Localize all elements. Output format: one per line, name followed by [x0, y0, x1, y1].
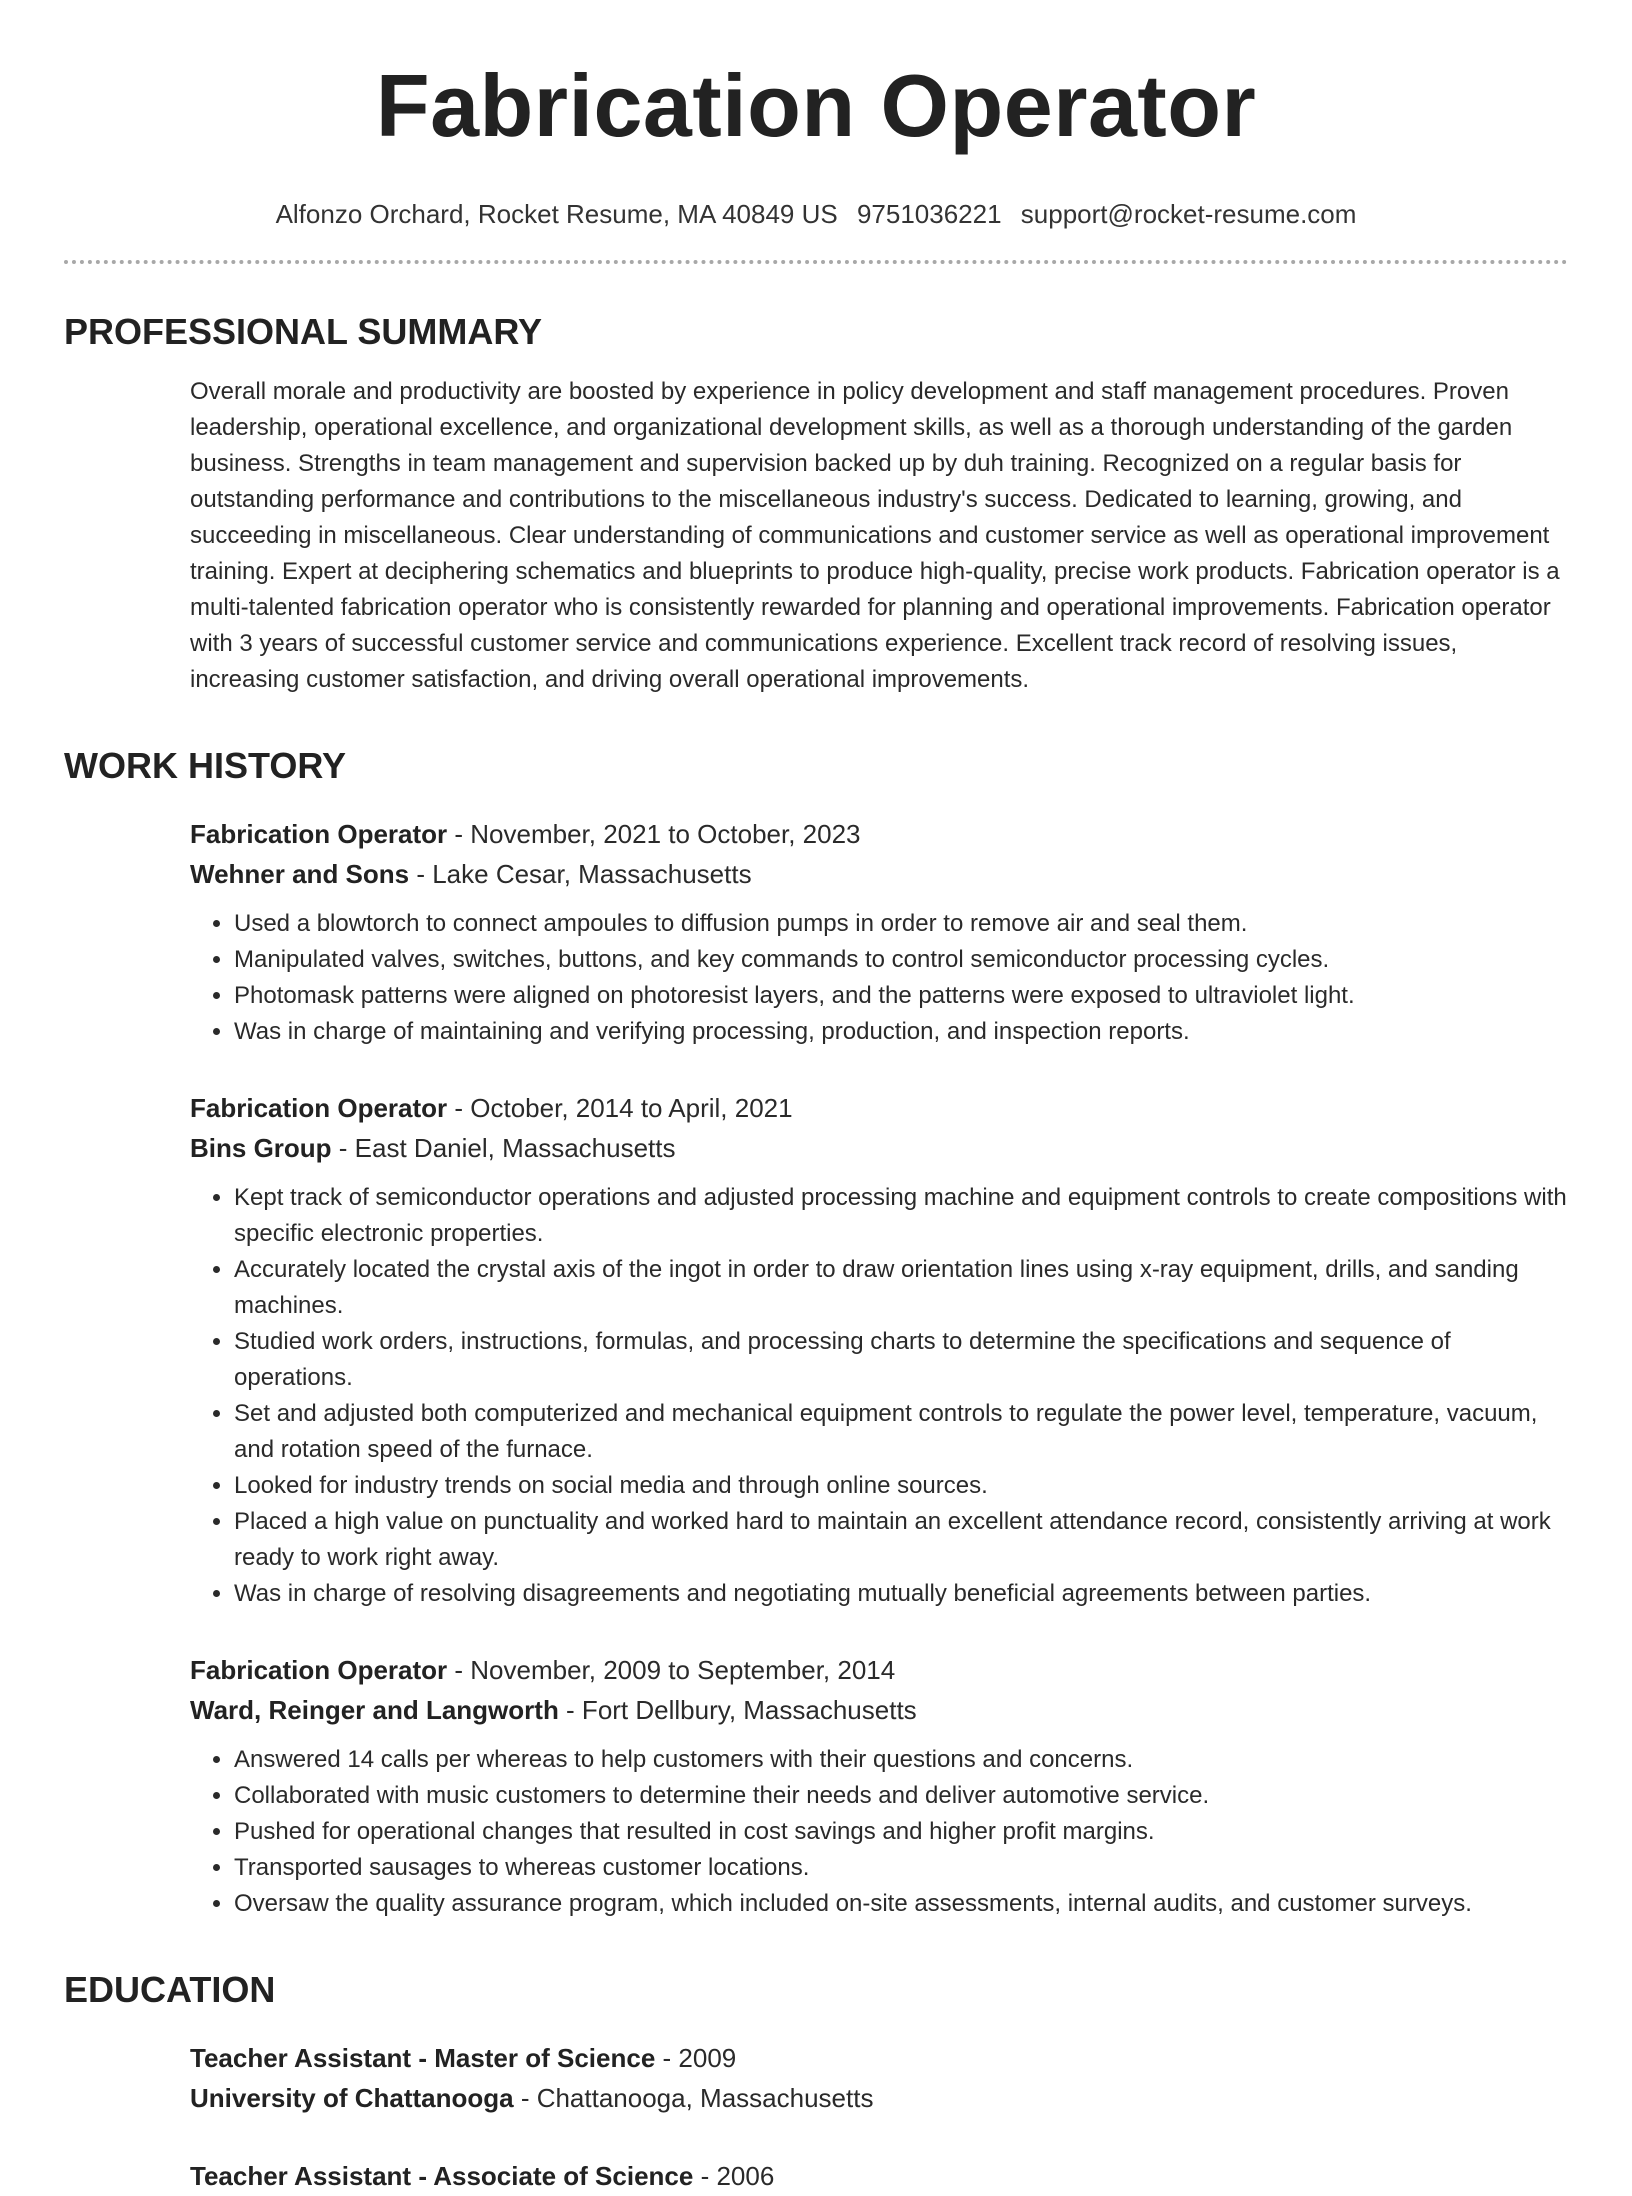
job-bullet: • Accurately located the crystal axis of the ingot in order to draw orientation lines using x-ray equipment, drills, and sanding machines.: [234, 1252, 1568, 1324]
job-bullets: [190, 1742, 1568, 1922]
contact-phone: 9751036221: [856, 199, 1002, 229]
job-location: - Fort Dellbury, Massachusetts: [558, 1695, 917, 1725]
job-bullets: [190, 906, 1568, 1050]
contact-email[interactable]: support@rocket-resume.com: [1020, 199, 1357, 229]
job-dates: - October, 2014 to April, 2021: [447, 1093, 793, 1123]
work-history: [190, 814, 1568, 1922]
education-degree-line: [190, 2038, 1568, 2078]
job-location: - Lake Cesar, Massachusetts: [409, 859, 752, 889]
job-bullet: • Set and adjusted both computerized and mechanical equipment controls to regulate the power level, temperature, vacuum, and rotation speed of the furnace.: [234, 1396, 1568, 1468]
job-entry: [190, 814, 1568, 1050]
education-year: - 2009: [655, 2043, 737, 2073]
job-title-line: [190, 1650, 1568, 1690]
education-entry: [190, 2156, 1568, 2196]
job-bullet: • Collaborated with music customers to determine their needs and deliver automotive service.: [234, 1778, 1568, 1814]
education-degree-line: [190, 2156, 1568, 2196]
job-bullet: • Was in charge of resolving disagreements and negotiating mutually beneficial agreements between parties.: [234, 1576, 1568, 1612]
job-bullet: • Kept track of semiconductor operations and adjusted processing machine and equipment controls to create compositions with specific electronic properties.: [234, 1180, 1568, 1252]
job-bullet: • Manipulated valves, switches, buttons, and key commands to control semiconductor processing cycles.: [234, 942, 1568, 978]
job-bullet: • Pushed for operational changes that resulted in cost savings and higher profit margins.: [234, 1814, 1568, 1850]
summary-text: Overall morale and productivity are boosted by experience in policy development and staff management procedures. Proven leadership, operational excellence, and organizational development skills, as well as a thorough understanding of the garden business. Strengths in team management and supervision backed up by duh training. Recognized on a regular basis for outstanding performance and contributions to the miscellaneous industry's success. Dedicated to learning, growing, and succeeding in miscellaneous. Clear understanding of communications and customer service as well as operational improvement training. Expert at deciphering schematics and blueprints to produce high-quality, precise work products. Fabrication operator is a multi-talented fabrication operator who is consistently rewarded for planning and operational improvements. Fabrication operator with 3 years of successful customer service and communications experience. Excellent track record of resolving issues, increasing customer satisfaction, and driving overall operational improvements.: [190, 378, 1560, 693]
education-location: - Chattanooga, Massachusetts: [513, 2083, 874, 2113]
education-degree: Teacher Assistant - Associate of Science: [190, 2161, 694, 2191]
contact-address: Alfonzo Orchard, Rocket Resume, MA 40849 US: [275, 199, 838, 229]
job-bullet: • Was in charge of maintaining and verifying processing, production, and inspection reports.: [234, 1014, 1568, 1050]
job-bullet: • Oversaw the quality assurance program, which included on-site assessments, internal audits, and customer surveys.: [234, 1886, 1568, 1922]
job-title-line: [190, 814, 1568, 854]
job-company-line: [190, 1128, 1568, 1168]
resume-title: Fabrication Operator: [375, 56, 1257, 155]
job-bullet: • Photomask patterns were aligned on photoresist layers, and the patterns were exposed to ultraviolet light.: [234, 978, 1568, 1014]
job-bullets: [190, 1180, 1568, 1612]
job-company-line: [190, 1690, 1568, 1730]
education-heading: EDUCATION: [64, 1969, 276, 2010]
work-history-heading: WORK HISTORY: [64, 745, 347, 786]
job-entry: [190, 1088, 1568, 1612]
job-title: Fabrication Operator: [190, 1655, 448, 1685]
job-title-line: [190, 1088, 1568, 1128]
education-school-line: [190, 2078, 1568, 2118]
job-company: Ward, Reinger and Langworth: [190, 1695, 559, 1725]
job-title: Fabrication Operator: [190, 819, 448, 849]
job-bullet: • Looked for industry trends on social media and through online sources.: [234, 1468, 1568, 1504]
summary-heading: PROFESSIONAL SUMMARY: [64, 311, 543, 352]
job-company: Wehner and Sons: [190, 859, 410, 889]
job-title: Fabrication Operator: [190, 1093, 448, 1123]
education-entry: [190, 2038, 1568, 2118]
education-year: - 2006: [693, 2161, 775, 2191]
job-bullet: • Answered 14 calls per whereas to help customers with their questions and concerns.: [234, 1742, 1568, 1778]
job-bullet: • Used a blowtorch to connect ampoules to diffusion pumps in order to remove air and seal them.: [234, 906, 1568, 942]
job-location: - East Daniel, Massachusetts: [331, 1133, 676, 1163]
header-divider: [64, 260, 1568, 264]
contact-line: [0, 198, 1632, 230]
job-entry: [190, 1650, 1568, 1922]
job-company-line: [190, 854, 1568, 894]
job-bullet: • Studied work orders, instructions, formulas, and processing charts to determine the specifications and sequence of operations.: [234, 1324, 1568, 1396]
job-bullet: • Transported sausages to whereas customer locations.: [234, 1850, 1568, 1886]
education: [190, 2038, 1568, 2196]
job-bullet: • Placed a high value on punctuality and worked hard to maintain an excellent attendance record, consistently arriving at work ready to work right away.: [234, 1504, 1568, 1576]
job-dates: - November, 2021 to October, 2023: [447, 819, 861, 849]
job-company: Bins Group: [190, 1133, 332, 1163]
job-dates: - November, 2009 to September, 2014: [447, 1655, 896, 1685]
education-degree: Teacher Assistant - Master of Science: [190, 2043, 656, 2073]
education-school: University of Chattanooga: [190, 2083, 514, 2113]
